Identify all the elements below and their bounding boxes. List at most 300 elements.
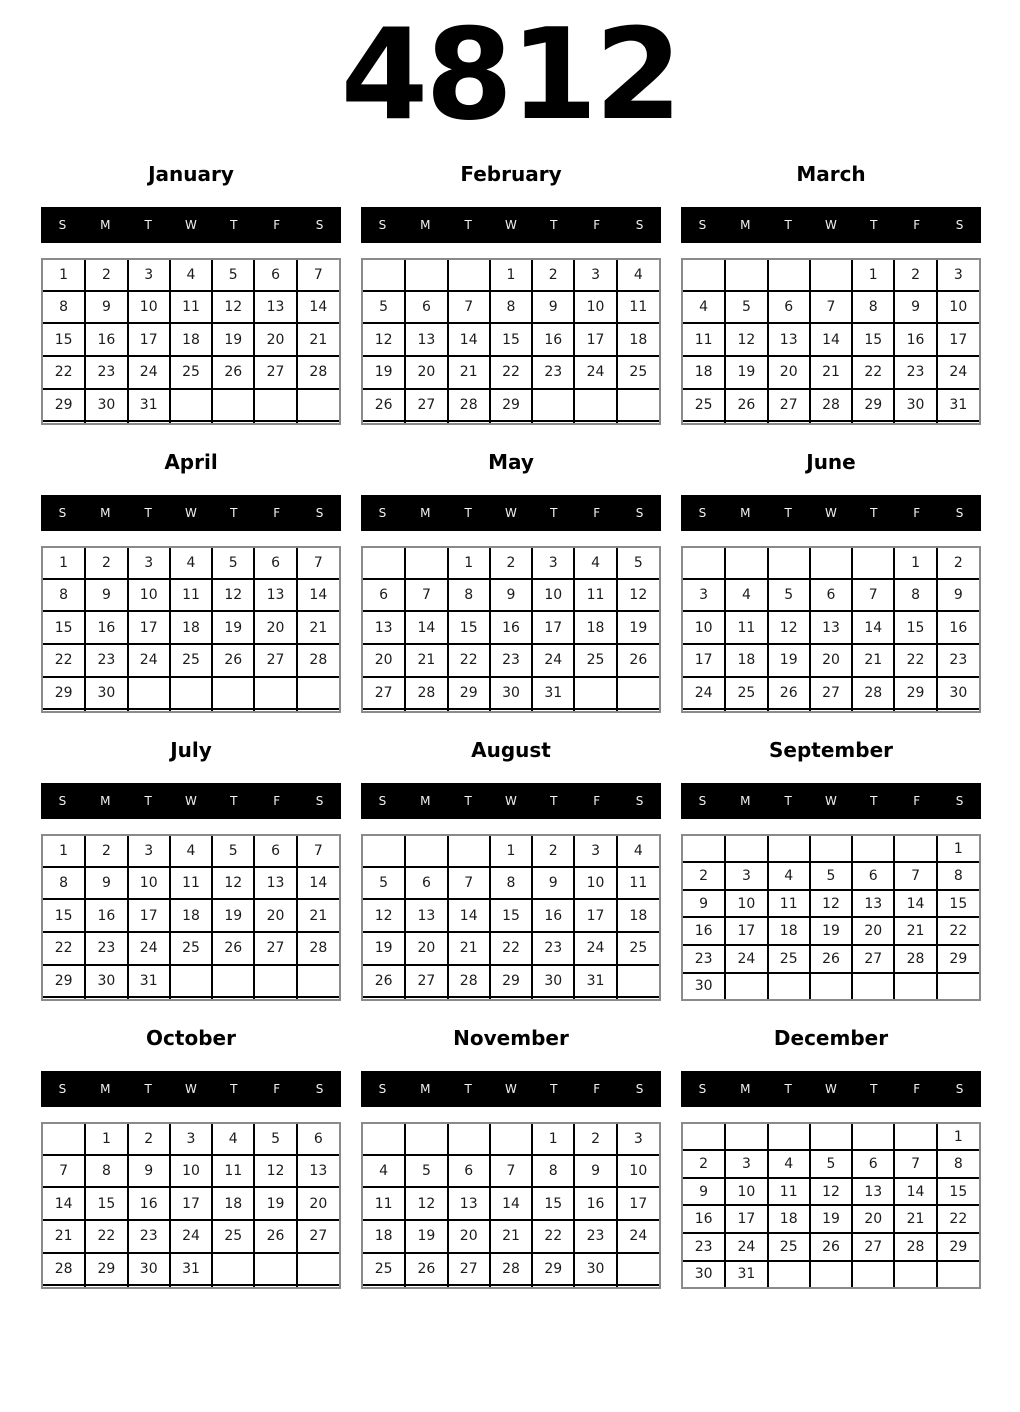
- day-cell: 1: [532, 1124, 574, 1155]
- weekday-header-label: M: [100, 506, 111, 520]
- empty-day-cell: [85, 709, 127, 711]
- day-cell: 31: [574, 965, 616, 998]
- empty-day-cell: [852, 709, 894, 711]
- day-cell: 7: [405, 579, 447, 612]
- day-cell: 12: [254, 1155, 296, 1188]
- day-cell: 24: [617, 1220, 659, 1253]
- weekday-header-label: S: [698, 218, 707, 232]
- week-row: [363, 1124, 659, 1155]
- week-row: [43, 1155, 339, 1188]
- day-cell: 24: [170, 1220, 212, 1253]
- day-cell: 2: [574, 1124, 616, 1155]
- empty-day-cell: [43, 997, 85, 999]
- empty-day-cell: [405, 997, 447, 999]
- day-cell: 19: [363, 932, 405, 965]
- week-row: [683, 945, 979, 973]
- day-cell: 5: [212, 260, 254, 291]
- empty-day-cell: [894, 421, 936, 423]
- date-table: [681, 546, 981, 713]
- empty-day-cell: [128, 1285, 170, 1287]
- day-cell: 12: [212, 579, 254, 612]
- empty-day-cell: [683, 260, 725, 291]
- date-table: [681, 1122, 981, 1289]
- weekday-header-bar: [41, 1071, 341, 1107]
- day-cell: 3: [170, 1124, 212, 1155]
- day-cell: 14: [448, 899, 490, 932]
- day-cell: 16: [894, 323, 936, 356]
- empty-day-cell: [852, 836, 894, 862]
- day-cell: 10: [725, 1178, 767, 1206]
- day-cell: 30: [574, 1253, 616, 1286]
- day-cell: 13: [852, 890, 894, 918]
- day-cell: 23: [532, 932, 574, 965]
- weekday-header-bar: [361, 207, 661, 243]
- day-cell: 1: [852, 260, 894, 291]
- day-cell: 2: [128, 1124, 170, 1155]
- week-row: [43, 899, 339, 932]
- day-cell: 3: [574, 260, 616, 291]
- empty-day-cell: [937, 421, 979, 423]
- empty-day-cell: [852, 1261, 894, 1287]
- empty-day-cell: [490, 1124, 532, 1155]
- day-cell: 31: [128, 389, 170, 422]
- day-cell: 17: [128, 323, 170, 356]
- empty-day-cell: [43, 1124, 85, 1155]
- day-cell: 18: [574, 611, 616, 644]
- day-cell: 15: [532, 1187, 574, 1220]
- week-row: [43, 323, 339, 356]
- day-cell: 6: [363, 579, 405, 612]
- weekday-header-label: S: [378, 506, 387, 520]
- empty-day-cell: [85, 997, 127, 999]
- week-row: [43, 421, 339, 423]
- weekday-header-label: F: [593, 794, 601, 808]
- empty-day-cell: [532, 997, 574, 999]
- empty-day-cell: [810, 709, 852, 711]
- day-cell: 21: [852, 644, 894, 677]
- day-cell: 11: [768, 890, 810, 918]
- day-cell: 17: [617, 1187, 659, 1220]
- day-cell: 21: [894, 917, 936, 945]
- day-cell: 28: [297, 356, 339, 389]
- weekday-header-label: W: [825, 794, 837, 808]
- day-cell: 21: [490, 1220, 532, 1253]
- day-cell: 22: [85, 1220, 127, 1253]
- day-cell: 8: [532, 1155, 574, 1188]
- month-january: [41, 164, 341, 425]
- week-row: [363, 965, 659, 998]
- day-cell: 25: [768, 945, 810, 973]
- day-cell: 8: [448, 579, 490, 612]
- empty-day-cell: [212, 1285, 254, 1287]
- day-cell: 18: [768, 917, 810, 945]
- empty-day-cell: [43, 421, 85, 423]
- day-cell: 28: [894, 1233, 936, 1261]
- weekday-header-label: F: [593, 506, 601, 520]
- empty-day-cell: [617, 965, 659, 998]
- weekday-header-label: M: [740, 794, 751, 808]
- day-cell: 29: [490, 389, 532, 422]
- day-cell: 5: [363, 867, 405, 900]
- day-cell: 12: [617, 579, 659, 612]
- week-row: [683, 611, 979, 644]
- weekday-header-label: T: [230, 794, 238, 808]
- day-cell: 9: [490, 579, 532, 612]
- day-cell: 28: [297, 932, 339, 965]
- empty-day-cell: [405, 836, 447, 867]
- day-cell: 2: [532, 836, 574, 867]
- day-cell: 8: [852, 291, 894, 324]
- day-cell: 4: [683, 291, 725, 324]
- day-cell: 26: [363, 389, 405, 422]
- day-cell: 3: [532, 548, 574, 579]
- day-cell: 1: [894, 548, 936, 579]
- weekday-header-label: T: [550, 1082, 558, 1096]
- day-cell: 9: [532, 867, 574, 900]
- day-cell: 30: [937, 677, 979, 710]
- empty-day-cell: [363, 260, 405, 291]
- weekday-header-label: S: [378, 1082, 387, 1096]
- day-cell: 26: [363, 965, 405, 998]
- date-table: [681, 834, 981, 1001]
- weekday-header-label: S: [58, 1082, 67, 1096]
- day-cell: 17: [725, 917, 767, 945]
- empty-day-cell: [448, 1285, 490, 1287]
- empty-day-cell: [254, 1285, 296, 1287]
- empty-day-cell: [85, 421, 127, 423]
- weekday-header-label: F: [273, 506, 281, 520]
- week-row: [683, 1124, 979, 1150]
- day-cell: 4: [617, 836, 659, 867]
- empty-day-cell: [297, 965, 339, 998]
- empty-day-cell: [532, 709, 574, 711]
- day-cell: 13: [810, 611, 852, 644]
- day-cell: 16: [532, 323, 574, 356]
- weekday-header-label: W: [505, 506, 517, 520]
- day-cell: 8: [490, 867, 532, 900]
- day-cell: 24: [725, 945, 767, 973]
- day-cell: 23: [85, 932, 127, 965]
- empty-day-cell: [725, 548, 767, 579]
- day-cell: 16: [574, 1187, 616, 1220]
- day-cell: 14: [490, 1187, 532, 1220]
- day-cell: 3: [128, 548, 170, 579]
- day-cell: 7: [297, 260, 339, 291]
- day-cell: 14: [43, 1187, 85, 1220]
- day-cell: 23: [574, 1220, 616, 1253]
- weekday-header-label: S: [315, 794, 324, 808]
- week-row: [683, 260, 979, 291]
- weekday-header-label: S: [955, 1082, 964, 1096]
- day-cell: 21: [894, 1205, 936, 1233]
- empty-day-cell: [852, 548, 894, 579]
- week-row: [683, 323, 979, 356]
- day-cell: 3: [683, 579, 725, 612]
- empty-day-cell: [212, 1253, 254, 1286]
- week-row: [363, 323, 659, 356]
- day-cell: 23: [85, 356, 127, 389]
- week-row: [43, 1285, 339, 1287]
- weekday-header-label: S: [698, 1082, 707, 1096]
- empty-day-cell: [254, 421, 296, 423]
- day-cell: 20: [363, 644, 405, 677]
- weekday-header-label: W: [185, 218, 197, 232]
- weekday-header-label: S: [58, 506, 67, 520]
- day-cell: 8: [85, 1155, 127, 1188]
- empty-day-cell: [43, 1285, 85, 1287]
- month-title: July: [170, 738, 212, 762]
- date-table: [41, 546, 341, 713]
- day-cell: 1: [43, 836, 85, 867]
- empty-day-cell: [363, 548, 405, 579]
- empty-day-cell: [768, 548, 810, 579]
- empty-day-cell: [297, 1253, 339, 1286]
- day-cell: 30: [85, 389, 127, 422]
- day-cell: 6: [448, 1155, 490, 1188]
- empty-day-cell: [170, 421, 212, 423]
- week-row: [43, 260, 339, 291]
- week-row: [683, 291, 979, 324]
- day-cell: 19: [363, 356, 405, 389]
- week-row: [683, 1178, 979, 1206]
- weekday-header-label: W: [505, 1082, 517, 1096]
- empty-day-cell: [574, 997, 616, 999]
- day-cell: 31: [937, 389, 979, 422]
- empty-day-cell: [448, 836, 490, 867]
- month-title: April: [164, 450, 218, 474]
- day-cell: 16: [937, 611, 979, 644]
- weekday-header-label: T: [784, 218, 792, 232]
- empty-day-cell: [574, 677, 616, 710]
- empty-day-cell: [170, 997, 212, 999]
- day-cell: 15: [448, 611, 490, 644]
- day-cell: 22: [894, 644, 936, 677]
- empty-day-cell: [937, 973, 979, 999]
- day-cell: 5: [363, 291, 405, 324]
- day-cell: 10: [532, 579, 574, 612]
- empty-day-cell: [128, 997, 170, 999]
- empty-day-cell: [768, 1261, 810, 1287]
- month-title: September: [769, 738, 893, 762]
- week-row: [683, 644, 979, 677]
- day-cell: 14: [810, 323, 852, 356]
- weekday-header-label: S: [635, 218, 644, 232]
- empty-day-cell: [937, 1261, 979, 1287]
- day-cell: 14: [852, 611, 894, 644]
- day-cell: 15: [43, 323, 85, 356]
- weekday-header-label: S: [955, 506, 964, 520]
- day-cell: 27: [254, 644, 296, 677]
- empty-day-cell: [405, 1124, 447, 1155]
- day-cell: 24: [574, 932, 616, 965]
- day-cell: 8: [43, 291, 85, 324]
- day-cell: 11: [170, 579, 212, 612]
- weekday-header-label: T: [144, 1082, 152, 1096]
- month-title: May: [488, 450, 534, 474]
- day-cell: 13: [254, 579, 296, 612]
- day-cell: 3: [617, 1124, 659, 1155]
- empty-day-cell: [363, 709, 405, 711]
- day-cell: 24: [532, 644, 574, 677]
- day-cell: 21: [405, 644, 447, 677]
- day-cell: 10: [574, 867, 616, 900]
- weekday-header-label: T: [230, 506, 238, 520]
- month-title: August: [471, 738, 551, 762]
- day-cell: 18: [170, 611, 212, 644]
- empty-day-cell: [405, 709, 447, 711]
- weekday-header-label: W: [185, 794, 197, 808]
- day-cell: 29: [937, 1233, 979, 1261]
- day-cell: 17: [574, 323, 616, 356]
- weekday-header-label: M: [100, 1082, 111, 1096]
- weekday-header-label: T: [144, 794, 152, 808]
- month-title: October: [146, 1026, 236, 1050]
- day-cell: 5: [617, 548, 659, 579]
- day-cell: 10: [725, 890, 767, 918]
- month-title: February: [460, 162, 562, 186]
- weekday-header-label: F: [593, 1082, 601, 1096]
- week-row: [43, 1124, 339, 1155]
- day-cell: 13: [254, 291, 296, 324]
- weekday-header-label: W: [505, 218, 517, 232]
- day-cell: 19: [768, 644, 810, 677]
- day-cell: 11: [617, 291, 659, 324]
- day-cell: 17: [128, 611, 170, 644]
- day-cell: 11: [683, 323, 725, 356]
- day-cell: 25: [768, 1233, 810, 1261]
- weekday-header-label: T: [144, 506, 152, 520]
- day-cell: 23: [937, 644, 979, 677]
- weekday-header-label: T: [550, 506, 558, 520]
- day-cell: 10: [170, 1155, 212, 1188]
- day-cell: 22: [43, 356, 85, 389]
- week-row: [363, 899, 659, 932]
- day-cell: 28: [852, 677, 894, 710]
- day-cell: 6: [810, 579, 852, 612]
- day-cell: 28: [405, 677, 447, 710]
- day-cell: 7: [297, 548, 339, 579]
- day-cell: 4: [574, 548, 616, 579]
- day-cell: 2: [683, 862, 725, 890]
- day-cell: 15: [894, 611, 936, 644]
- day-cell: 11: [170, 867, 212, 900]
- day-cell: 29: [937, 945, 979, 973]
- empty-day-cell: [617, 421, 659, 423]
- weekday-header-label: S: [378, 794, 387, 808]
- weekday-header-label: F: [913, 218, 921, 232]
- empty-day-cell: [297, 421, 339, 423]
- day-cell: 27: [810, 677, 852, 710]
- day-cell: 9: [532, 291, 574, 324]
- weekday-header-label: T: [464, 218, 472, 232]
- day-cell: 26: [212, 356, 254, 389]
- day-cell: 5: [405, 1155, 447, 1188]
- empty-day-cell: [363, 421, 405, 423]
- day-cell: 22: [43, 644, 85, 677]
- empty-day-cell: [254, 709, 296, 711]
- week-row: [43, 997, 339, 999]
- date-table: [361, 258, 661, 425]
- day-cell: 9: [683, 890, 725, 918]
- day-cell: 14: [405, 611, 447, 644]
- weekday-header-label: S: [378, 218, 387, 232]
- day-cell: 6: [852, 1150, 894, 1178]
- day-cell: 5: [254, 1124, 296, 1155]
- weekday-header-label: T: [784, 1082, 792, 1096]
- weekday-header-label: W: [825, 506, 837, 520]
- day-cell: 5: [810, 862, 852, 890]
- day-cell: 14: [894, 1178, 936, 1206]
- day-cell: 7: [297, 836, 339, 867]
- weekday-header-bar: [681, 207, 981, 243]
- day-cell: 12: [363, 323, 405, 356]
- empty-day-cell: [725, 709, 767, 711]
- day-cell: 13: [297, 1155, 339, 1188]
- empty-day-cell: [212, 421, 254, 423]
- empty-day-cell: [490, 709, 532, 711]
- empty-day-cell: [683, 548, 725, 579]
- day-cell: 20: [254, 611, 296, 644]
- weekday-header-label: W: [185, 1082, 197, 1096]
- day-cell: 30: [532, 965, 574, 998]
- week-row: [43, 965, 339, 998]
- day-cell: 20: [448, 1220, 490, 1253]
- day-cell: 15: [937, 890, 979, 918]
- empty-day-cell: [617, 1285, 659, 1287]
- day-cell: 13: [254, 867, 296, 900]
- empty-day-cell: [768, 421, 810, 423]
- date-table: [41, 1122, 341, 1289]
- day-cell: 7: [448, 867, 490, 900]
- day-cell: 18: [725, 644, 767, 677]
- day-cell: 5: [212, 836, 254, 867]
- week-row: [43, 389, 339, 422]
- week-row: [363, 356, 659, 389]
- day-cell: 10: [617, 1155, 659, 1188]
- day-cell: 30: [490, 677, 532, 710]
- week-row: [43, 611, 339, 644]
- weekday-header-label: T: [464, 1082, 472, 1096]
- weekday-header-label: S: [955, 794, 964, 808]
- weekday-header-label: T: [870, 506, 878, 520]
- week-row: [683, 677, 979, 710]
- day-cell: 8: [43, 867, 85, 900]
- empty-day-cell: [170, 389, 212, 422]
- day-cell: 9: [85, 867, 127, 900]
- day-cell: 22: [937, 917, 979, 945]
- empty-day-cell: [810, 1124, 852, 1150]
- day-cell: 2: [937, 548, 979, 579]
- day-cell: 25: [170, 644, 212, 677]
- empty-day-cell: [254, 965, 296, 998]
- empty-day-cell: [212, 389, 254, 422]
- day-cell: 14: [448, 323, 490, 356]
- week-row: [363, 677, 659, 710]
- empty-day-cell: [297, 997, 339, 999]
- weekday-header-label: F: [273, 1082, 281, 1096]
- day-cell: 28: [448, 965, 490, 998]
- empty-day-cell: [448, 260, 490, 291]
- day-cell: 6: [768, 291, 810, 324]
- day-cell: 3: [128, 836, 170, 867]
- day-cell: 16: [490, 611, 532, 644]
- day-cell: 28: [490, 1253, 532, 1286]
- day-cell: 11: [725, 611, 767, 644]
- day-cell: 20: [768, 356, 810, 389]
- day-cell: 24: [128, 356, 170, 389]
- day-cell: 10: [574, 291, 616, 324]
- empty-day-cell: [254, 389, 296, 422]
